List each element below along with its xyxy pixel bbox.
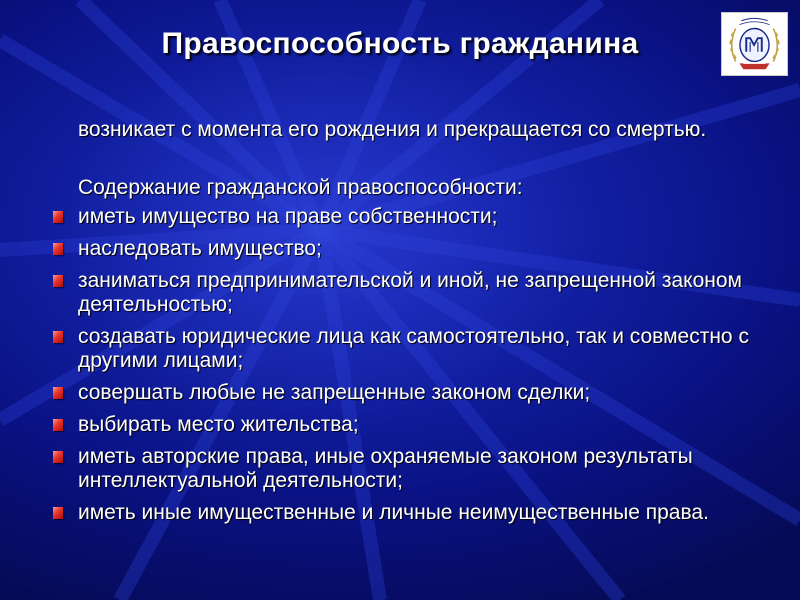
slide-title: Правоспособность гражданина [161,27,639,60]
bullet-text: иметь авторские права, иные охраняемые законом результаты интеллектуальной деятельности; [78,445,693,492]
bullet-marker-icon [53,211,63,223]
bullet-marker-icon [53,331,63,343]
bullet-marker-icon [53,387,63,399]
bullet-item [0,413,758,437]
bullet-marker-icon [53,451,63,463]
bullet-item [0,501,758,525]
bullet-text: выбирать место жительства; [78,413,359,436]
bullet-marker-icon [53,275,63,287]
bullet-text: создавать юридические лица как самостоятельно, так и совместно с другими лицами; [78,325,749,372]
bullet-text: совершать любые не запрещенные законом сделки; [78,381,591,404]
bullet-marker-icon [53,419,63,431]
bullet-marker-icon [53,507,63,519]
bullet-item [0,445,758,493]
bullet-item [0,237,758,261]
bullet-item [0,269,758,317]
bullet-text: иметь имущество на праве собственности; [78,205,498,228]
bullet-marker-icon [53,243,63,255]
bullet-item [0,325,758,373]
bullet-text: заниматься предпринимательской и иной, не запрещенной законом деятельностью; [78,269,742,316]
bullet-text: наследовать имущество; [78,237,322,260]
subheading-text: Содержание гражданской правоспособности: [78,176,523,199]
bullet-item [0,381,758,405]
bullet-item [0,205,758,229]
intro-text: возникает с момента его рождения и прекращается со смертью. [78,118,707,141]
bullet-text: иметь иные имущественные и личные неимущественные права. [78,501,709,524]
bullet-list [0,205,800,533]
